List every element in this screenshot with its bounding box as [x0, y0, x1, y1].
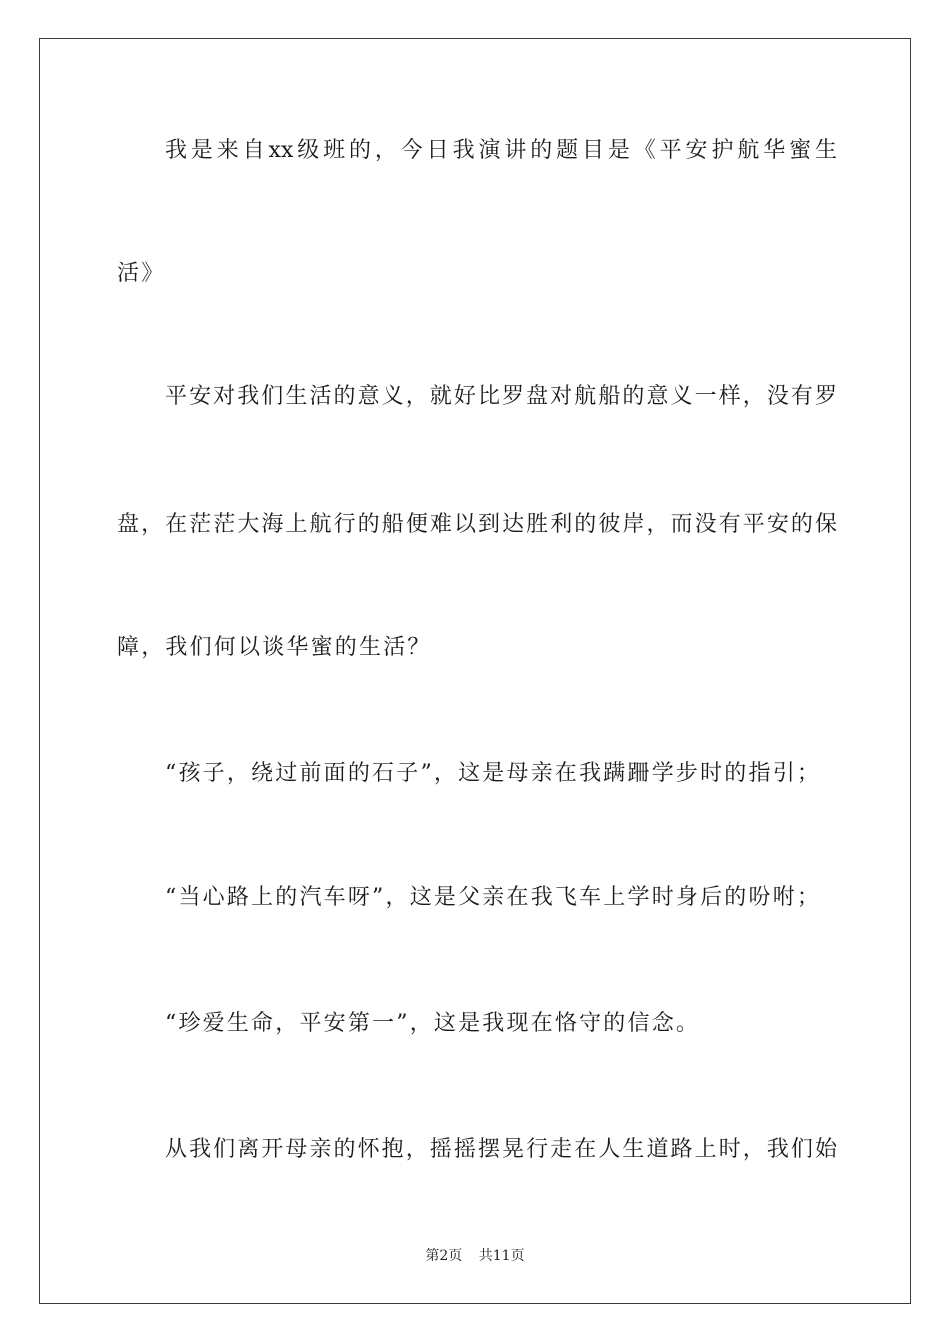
paragraph-line: 从我们离开母亲的怀抱，摇摇摆晃行走在人生道路上时，我们始: [165, 1137, 837, 1162]
paragraph-line: 我是来自xx级班的，今日我演讲的题目是《平安护航华蜜生: [165, 138, 837, 163]
page-border: [39, 38, 911, 1304]
paragraph-line: “孩子，绕过前面的石子”，这是母亲在我蹒跚学步时的指引；: [165, 761, 822, 786]
paragraph-line: 障，我们何以谈华蜜的生活？: [117, 635, 432, 660]
total-pages-label: 共11页: [478, 1248, 525, 1264]
current-page-label: 第2页: [425, 1248, 463, 1264]
paragraph-line: “珍爱生命，平安第一”，这是我现在恪守的信念。: [165, 1011, 701, 1036]
paragraph-line: 平安对我们生活的意义，就好比罗盘对航船的意义一样，没有罗: [165, 384, 837, 409]
paragraph-line: 活》: [117, 261, 166, 286]
paragraph-line: 盘，在茫茫大海上航行的船便难以到达胜利的彼岸，而没有平安的保: [117, 512, 837, 537]
page-footer: [0, 1246, 950, 1266]
paragraph-line: “当心路上的汽车呀”，这是父亲在我飞车上学时身后的吩咐；: [165, 885, 822, 910]
